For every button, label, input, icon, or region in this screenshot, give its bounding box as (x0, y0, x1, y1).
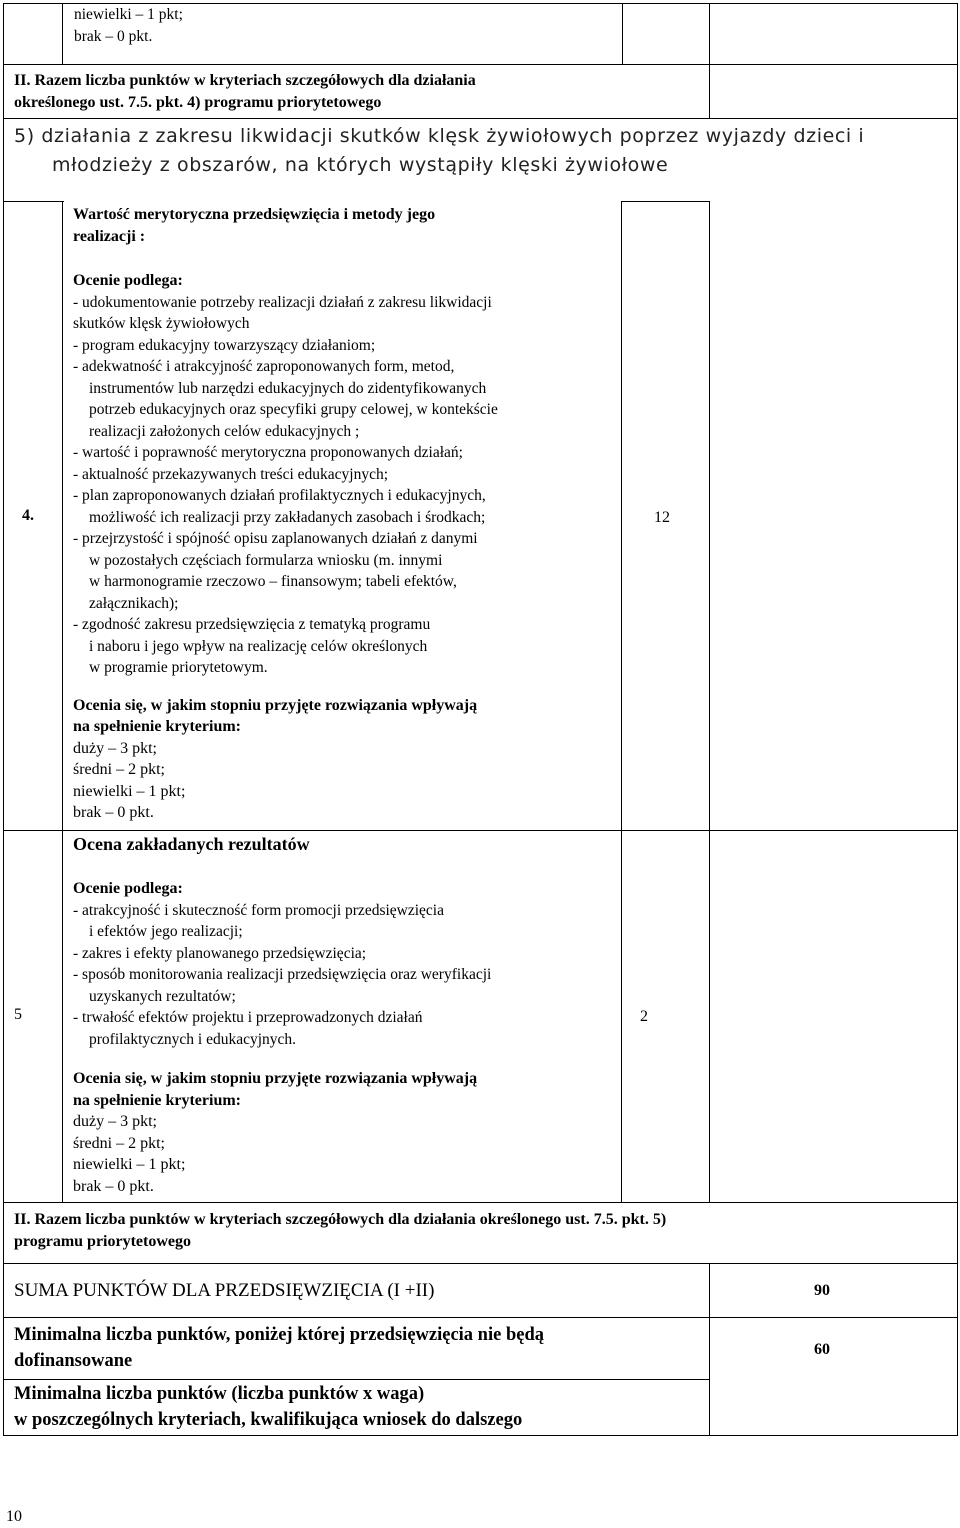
scale-item: średni – 2 pkt; (73, 1134, 165, 1152)
sum-value: 90 (814, 1282, 830, 1299)
section4-total-label: II. Razem liczba punktów w kryteriach szczegółowych dla działania określonego ust. 7.5. pkt. 4) programu priorytetowego (14, 72, 476, 111)
scale-item: niewielki – 1 pkt; (73, 1156, 186, 1173)
scale-item: średni – 2 pkt; (73, 761, 165, 778)
criterion-line: możliwość ich realizacji przy zakładanych zasobach i środkach; (89, 508, 486, 526)
criterion-line: w programie priorytetowym. (89, 659, 268, 676)
row5-number: 5 (14, 1006, 22, 1023)
row4-items (73, 292, 618, 679)
row5-points: 2 (640, 1008, 648, 1025)
scale-item: niewielki – 1 pkt; (74, 6, 183, 23)
row4-scale (73, 738, 618, 824)
criterion-line: - atrakcyjność i skuteczność form promocji przedsięwzięcia (73, 901, 444, 919)
scale-item: niewielki – 1 pkt; (73, 782, 186, 800)
min1-value: 60 (814, 1341, 830, 1358)
criterion-line: - przejrzystość i spójność opisu zaplanowanych działań z danymi (73, 530, 478, 547)
criterion-line: - sposób monitorowania realizacji przedsięwzięcia oraz weryfikacji (73, 966, 492, 983)
criterion-line: i naboru i jego wpływ na realizację celów określonych (89, 637, 428, 655)
row5-rating-heading: Ocenia się, w jakim stopniu przyjęte rozwiązania wpływają na spełnienie kryterium: (73, 1070, 478, 1109)
criterion-line: profilaktycznych i edukacyjnych. (89, 1030, 297, 1048)
row5-title: Ocena zakładanych rezultatów (73, 834, 310, 854)
criterion-line: w pozostałych częściach formularza wniosku (m. innymi (89, 551, 443, 569)
scale-item: duży – 3 pkt; (73, 1113, 157, 1130)
row4-assess-heading: Ocenie podlega: (73, 272, 183, 289)
min1-label: Minimalna liczba punktów, poniżej której przedsięwzięcia nie będą dofinansowane (14, 1325, 544, 1371)
criterion-line: skutków klęsk żywiołowych (73, 315, 250, 332)
row5-scale (73, 1111, 618, 1197)
criterion-line: załącznikach); (89, 594, 179, 612)
criterion-line: potrzeb edukacyjnych oraz specyfiki grupy celowej, w kontekście (89, 401, 498, 418)
scale-item: brak – 0 pkt. (73, 1177, 154, 1195)
criterion-line: - wartość i poprawność merytoryczna proponowanych działań; (73, 444, 463, 461)
min2-label: Minimalna liczba punktów (liczba punktów x waga) w poszczególnych kryteriach, kwalifikująca wniosek do dalszego (14, 1384, 523, 1430)
scale-item: duży – 3 pkt; (73, 739, 157, 757)
criterion-line: - zgodność zakresu przedsięwzięcia z tematyką programu (73, 616, 431, 633)
criterion-line: - aktualność przekazywanych treści edukacyjnych; (73, 465, 389, 483)
criterion-line: instrumentów lub narzędzi edukacyjnych do zidentyfikowanych (89, 379, 487, 397)
row4-number: 4. (22, 507, 34, 524)
criterion-line: i efektów jego realizacji; (89, 923, 243, 940)
section5-title: 5) działania z zakresu likwidacji skutków klęsk żywiołowych poprzez wyjazdy dzieci i młodzieży z obszarów, na których wystąpiły klęski żywiołowe (14, 125, 865, 176)
criterion-line: - program edukacyjny towarzyszący działaniom; (73, 336, 376, 354)
row4-points: 12 (654, 509, 670, 526)
criterion-line: realizacji założonych celów edukacyjnych ; (89, 422, 360, 440)
scale-item: brak – 0 pkt. (74, 27, 153, 45)
row5-criterion (73, 832, 618, 1197)
scale-item: brak – 0 pkt. (73, 804, 154, 821)
row4-title: Wartość merytoryczna przedsięwzięcia i metody jego realizacji : (73, 206, 436, 245)
criterion-line: - zakres i efekty planowanego przedsięwzięcia; (73, 944, 367, 962)
row5-assess-heading: Ocenie podlega: (73, 880, 183, 897)
criterion-line: - plan zaproponowanych działań profilaktycznych i edukacyjnych, (73, 487, 486, 504)
top-scale (74, 4, 183, 47)
criterion-line: - trwałość efektów projektu i przeprowadzonych działań (73, 1009, 423, 1026)
criterion-line: - udokumentowanie potrzeby realizacji działań z zakresu likwidacji (73, 293, 492, 311)
criterion-line: - adekwatność i atrakcyjność zaproponowanych form, metod, (73, 358, 455, 375)
row4-criterion (73, 204, 618, 824)
page-number: 10 (6, 1508, 22, 1525)
criterion-line: w harmonogramie rzeczowo – finansowym; tabeli efektów, (89, 573, 457, 590)
row4-rating-heading: Ocenia się, w jakim stopniu przyjęte rozwiązania wpływają na spełnienie kryterium: (73, 696, 478, 735)
criterion-line: uzyskanych rezultatów; (89, 987, 236, 1005)
section5-total-label: II. Razem liczba punktów w kryteriach szczegółowych dla działania określonego ust. 7.5. pkt. 5) programu priorytetowego (14, 1211, 667, 1250)
row5-items (73, 900, 618, 1051)
sum-label: SUMA PUNKTÓW DLA PRZEDSIĘWZIĘCIA (I +II) (14, 1280, 435, 1301)
